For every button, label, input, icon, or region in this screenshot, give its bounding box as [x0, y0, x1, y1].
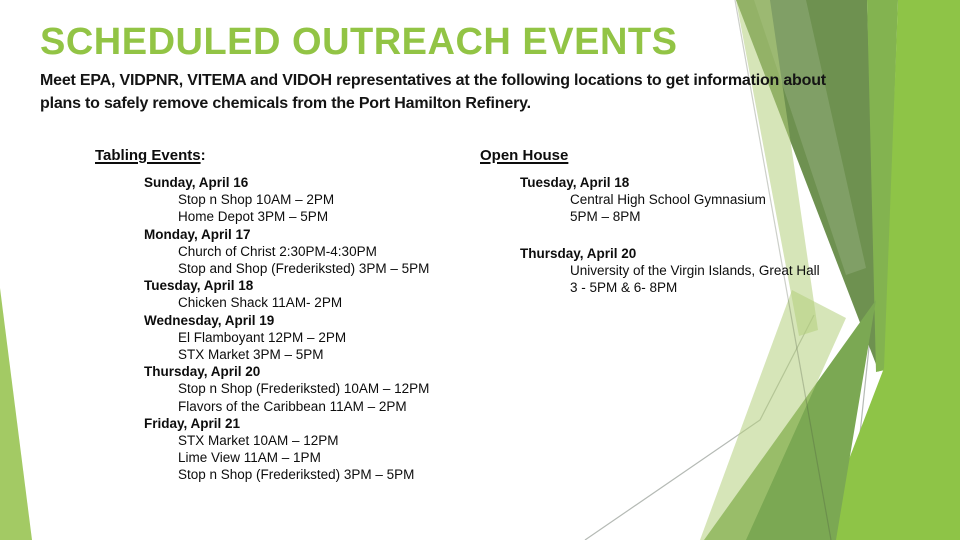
- tabling-events-heading: [95, 146, 475, 165]
- tabling-events-heading-text: Tabling Events: [95, 147, 201, 164]
- intro-line-1: Meet EPA, VIDPNR, VITEMA and VIDOH representatives at the following locations to get information about: [40, 72, 826, 89]
- event-venue: Stop n Shop (Frederiksted) 10AM – 12PM: [178, 381, 430, 397]
- page-title: SCHEDULED OUTREACH EVENTS: [40, 21, 678, 63]
- open-house-list: [480, 174, 900, 296]
- intro-text: [40, 69, 826, 115]
- event-date: Friday, April 21: [144, 415, 241, 431]
- event-venue: University of the Virgin Islands, Great Hall: [570, 262, 820, 278]
- event-venue: 3 - 5PM & 6- 8PM: [570, 280, 678, 296]
- open-house-column: [480, 146, 900, 296]
- event-date: Tuesday, April 18: [144, 278, 254, 294]
- spacer: [480, 226, 900, 245]
- event-date: Monday, April 17: [144, 226, 251, 242]
- event-venue: Church of Christ 2:30PM-4:30PM: [178, 243, 377, 259]
- event-venue: Central High School Gymnasium: [570, 192, 766, 208]
- event-date: Thursday, April 20: [144, 364, 261, 380]
- tabling-events-column: [95, 146, 475, 484]
- event-venue: Lime View 11AM – 1PM: [178, 450, 321, 466]
- event-venue: STX Market 3PM – 5PM: [178, 347, 324, 363]
- event-venue: Stop n Shop 10AM – 2PM: [178, 192, 335, 208]
- tabling-events-heading-colon: :: [200, 147, 206, 164]
- intro-line-2: plans to safely remove chemicals from the Port Hamilton Refinery.: [40, 95, 531, 112]
- event-venue: STX Market 10AM – 12PM: [178, 433, 339, 449]
- event-date: Wednesday, April 19: [144, 312, 275, 328]
- tabling-events-list: [95, 174, 475, 484]
- event-venue: 5PM – 8PM: [570, 209, 641, 225]
- event-date: Sunday, April 16: [144, 175, 249, 190]
- event-venue: Home Depot 3PM – 5PM: [178, 209, 329, 225]
- event-venue: Chicken Shack 11AM- 2PM: [178, 295, 343, 311]
- event-venue: Flavors of the Caribbean 11AM – 2PM: [178, 398, 407, 414]
- open-house-heading: [480, 146, 900, 165]
- event-venue: Stop n Shop (Frederiksted) 3PM – 5PM: [178, 467, 415, 483]
- event-venue: Stop and Shop (Frederiksted) 3PM – 5PM: [178, 261, 430, 277]
- open-house-heading-text: Open House: [480, 147, 569, 164]
- event-date: Thursday, April 20: [520, 245, 637, 261]
- event-date: Tuesday, April 18: [520, 175, 630, 190]
- event-venue: El Flamboyant 12PM – 2PM: [178, 329, 347, 345]
